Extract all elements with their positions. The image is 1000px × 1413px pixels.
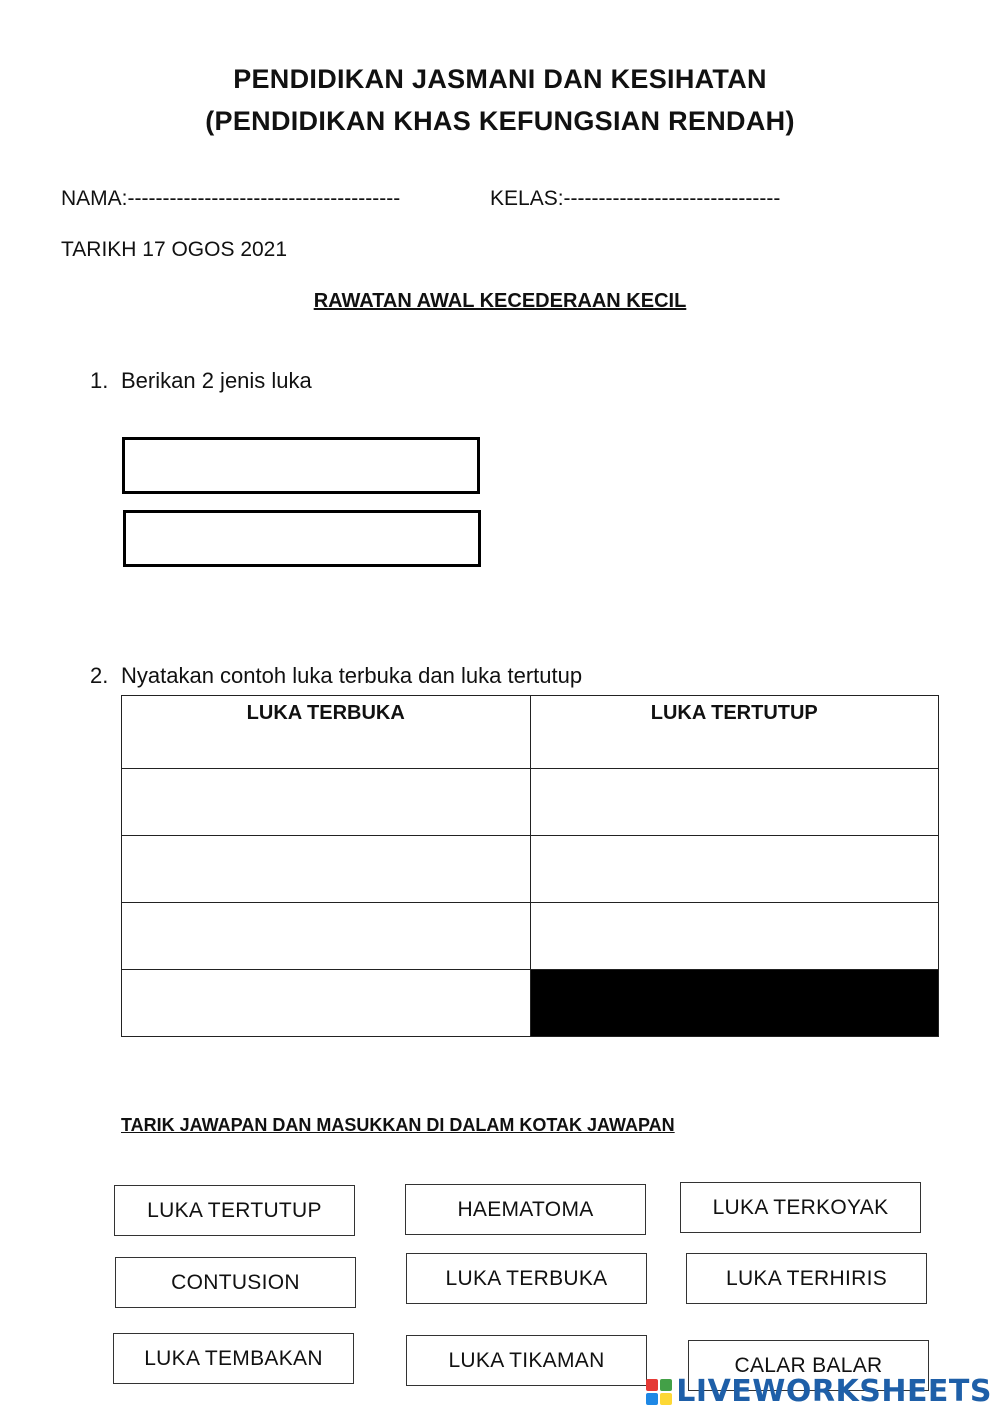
blacked-out-cell — [530, 970, 939, 1037]
logo-square — [646, 1379, 658, 1391]
name-field-label: NAMA:--------------------------------------- — [61, 187, 401, 210]
class-field-label: KELAS:------------------------------- — [490, 187, 781, 210]
drop-cell[interactable] — [122, 970, 531, 1037]
drop-cell[interactable] — [122, 836, 531, 903]
answer-chip-luka-tikaman[interactable]: LUKA TIKAMAN — [406, 1335, 647, 1386]
liveworksheets-brand[interactable] — [646, 1374, 992, 1409]
logo-square — [660, 1379, 672, 1391]
page-title-line1: PENDIDIKAN JASMANI DAN KESIHATAN — [233, 64, 767, 94]
answer-chip-luka-terkoyak[interactable]: LUKA TERKOYAK — [680, 1182, 921, 1233]
liveworksheets-logo-icon — [646, 1379, 672, 1405]
answer-table — [121, 695, 939, 1037]
answer-chip-contusion[interactable]: CONTUSION — [115, 1257, 356, 1308]
date-label: TARIKH 17 OGOS 2021 — [61, 238, 288, 261]
column-header-luka-tertutup: LUKA TERTUTUP — [530, 696, 939, 769]
drop-cell[interactable] — [122, 769, 531, 836]
question-1-text: Berikan 2 jenis luka — [121, 368, 312, 393]
column-header-luka-terbuka: LUKA TERBUKA — [122, 696, 531, 769]
answer-chip-luka-tertutup[interactable]: LUKA TERTUTUP — [114, 1185, 355, 1236]
question-1-number: 1. — [90, 368, 109, 393]
answer-chip-luka-tembakan[interactable]: LUKA TEMBAKAN — [113, 1333, 354, 1384]
drop-cell[interactable] — [530, 903, 939, 970]
answer-box-2[interactable] — [123, 510, 481, 567]
drop-cell[interactable] — [530, 769, 939, 836]
answer-chip-luka-terhiris[interactable]: LUKA TERHIRIS — [686, 1253, 927, 1304]
question-2-text: Nyatakan contoh luka terbuka dan luka tertutup — [121, 663, 583, 688]
drop-cell[interactable] — [122, 903, 531, 970]
logo-square — [660, 1393, 672, 1405]
page-title-line2: (PENDIDIKAN KHAS KEFUNGSIAN RENDAH) — [205, 106, 795, 136]
question-2-number: 2. — [90, 663, 109, 688]
topic-heading: RAWATAN AWAL KECEDERAAN KECIL — [313, 290, 687, 312]
logo-square — [646, 1393, 658, 1405]
drag-instruction: TARIK JAWAPAN DAN MASUKKAN DI DALAM KOTAK JAWAPAN — [121, 1115, 675, 1135]
answer-box-1[interactable] — [122, 437, 480, 494]
answer-chip-haematoma[interactable]: HAEMATOMA — [405, 1184, 646, 1235]
brand-name: LIVEWORKSHEETS — [676, 1374, 992, 1409]
answer-chip-calar-balar[interactable]: CALAR BALAR — [688, 1340, 929, 1391]
answer-chip-luka-terbuka[interactable]: LUKA TERBUKA — [406, 1253, 647, 1304]
drop-cell[interactable] — [530, 836, 939, 903]
